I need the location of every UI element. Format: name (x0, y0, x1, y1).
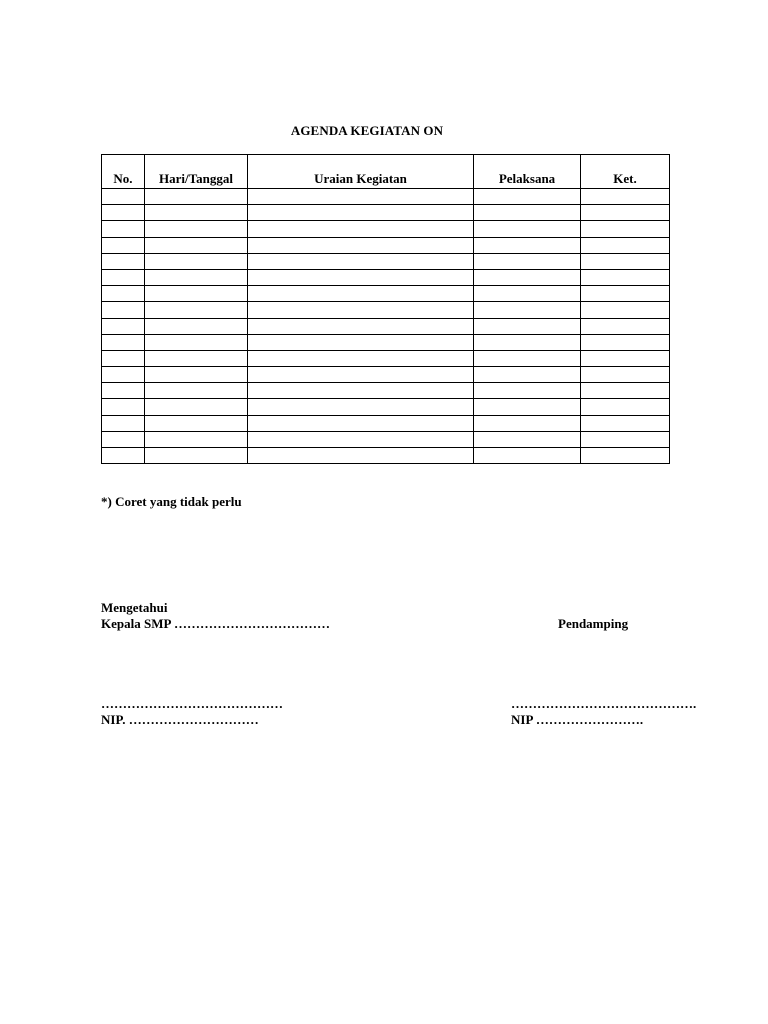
table-row (102, 221, 670, 237)
table-cell (581, 448, 670, 464)
table-row (102, 318, 670, 334)
table-cell (581, 415, 670, 431)
table-cell (102, 383, 145, 399)
table-cell (102, 221, 145, 237)
table-row (102, 383, 670, 399)
table-cell (102, 334, 145, 350)
table-cell (581, 269, 670, 285)
agenda-table (101, 154, 670, 464)
table-cell (145, 221, 248, 237)
table-cell (102, 367, 145, 383)
acknowledgement-label: Mengetahui (101, 600, 168, 615)
left-signature-block (101, 600, 330, 632)
table-row (102, 399, 670, 415)
table-cell (474, 383, 581, 399)
table-cell (145, 415, 248, 431)
table-row (102, 189, 670, 205)
table-row (102, 269, 670, 285)
table-cell (145, 431, 248, 447)
table-cell (474, 350, 581, 366)
table-row (102, 367, 670, 383)
table-cell (145, 334, 248, 350)
table-cell (248, 221, 474, 237)
table-cell (581, 286, 670, 302)
table-cell (102, 253, 145, 269)
table-cell (474, 237, 581, 253)
table-cell (248, 448, 474, 464)
table-cell (145, 189, 248, 205)
table-cell (248, 431, 474, 447)
table-cell (474, 189, 581, 205)
left-name-line: …………………………………… (101, 696, 283, 711)
left-name-block (101, 696, 283, 728)
table-cell (248, 253, 474, 269)
table-cell (474, 205, 581, 221)
table-cell (248, 286, 474, 302)
table-cell (145, 350, 248, 366)
table-cell (248, 237, 474, 253)
table-cell (474, 286, 581, 302)
table-cell (474, 399, 581, 415)
table-cell (145, 205, 248, 221)
table-cell (102, 237, 145, 253)
table-cell (581, 367, 670, 383)
table-row (102, 205, 670, 221)
table-row (102, 415, 670, 431)
table-cell (145, 253, 248, 269)
table-cell (248, 302, 474, 318)
table-cell (145, 383, 248, 399)
table-row (102, 350, 670, 366)
table-cell (581, 253, 670, 269)
footnote: *) Coret yang tidak perlu (101, 494, 242, 509)
table-cell (145, 367, 248, 383)
table-cell (248, 269, 474, 285)
table-cell (102, 415, 145, 431)
table-cell (581, 318, 670, 334)
header-executor: Pelaksana (474, 155, 581, 189)
table-cell (581, 383, 670, 399)
right-nip: NIP ……………………. (511, 712, 644, 727)
table-cell (102, 205, 145, 221)
table-row (102, 286, 670, 302)
table-cell (145, 399, 248, 415)
table-cell (581, 350, 670, 366)
right-name-block (511, 696, 696, 728)
table-cell (248, 383, 474, 399)
table-body (102, 189, 670, 464)
table-cell (581, 431, 670, 447)
table-cell (102, 286, 145, 302)
table-cell (581, 237, 670, 253)
table-cell (145, 448, 248, 464)
left-nip: NIP. ………………………… (101, 712, 259, 727)
table-cell (248, 334, 474, 350)
table-cell (474, 269, 581, 285)
table-row (102, 253, 670, 269)
table-row (102, 302, 670, 318)
table-cell (581, 205, 670, 221)
table-cell (474, 221, 581, 237)
table-cell (102, 318, 145, 334)
table-cell (248, 318, 474, 334)
table-cell (102, 448, 145, 464)
table-cell (248, 367, 474, 383)
table-cell (581, 399, 670, 415)
table-cell (102, 399, 145, 415)
table-cell (102, 269, 145, 285)
header-activity: Uraian Kegiatan (248, 155, 474, 189)
document-title: AGENDA KEGIATAN ON (290, 123, 444, 138)
companion-label: Pendamping (558, 616, 629, 631)
right-name-line: ……………………………………. (511, 696, 697, 711)
header-notes: Ket. (581, 155, 670, 189)
table-cell (474, 318, 581, 334)
table-cell (248, 205, 474, 221)
table-cell (248, 350, 474, 366)
table-cell (474, 448, 581, 464)
table-cell (474, 367, 581, 383)
table-header-row (102, 155, 670, 189)
table-row (102, 431, 670, 447)
table-cell (581, 302, 670, 318)
table-cell (581, 334, 670, 350)
table-cell (102, 350, 145, 366)
table-cell (102, 302, 145, 318)
table-cell (102, 189, 145, 205)
table-cell (581, 189, 670, 205)
table-cell (474, 302, 581, 318)
table-row (102, 448, 670, 464)
header-no: No. (102, 155, 145, 189)
header-date: Hari/Tanggal (145, 155, 248, 189)
table-row (102, 237, 670, 253)
table-cell (102, 431, 145, 447)
table-row (102, 334, 670, 350)
table-cell (474, 253, 581, 269)
table-cell (248, 399, 474, 415)
table-cell (145, 318, 248, 334)
table-cell (145, 302, 248, 318)
table-cell (474, 334, 581, 350)
table-cell (248, 415, 474, 431)
table-cell (145, 237, 248, 253)
principal-label: Kepala SMP ……………………………… (101, 616, 330, 631)
table-cell (248, 189, 474, 205)
table-cell (145, 269, 248, 285)
table-cell (474, 431, 581, 447)
table-cell (474, 415, 581, 431)
table-cell (581, 221, 670, 237)
table-cell (145, 286, 248, 302)
